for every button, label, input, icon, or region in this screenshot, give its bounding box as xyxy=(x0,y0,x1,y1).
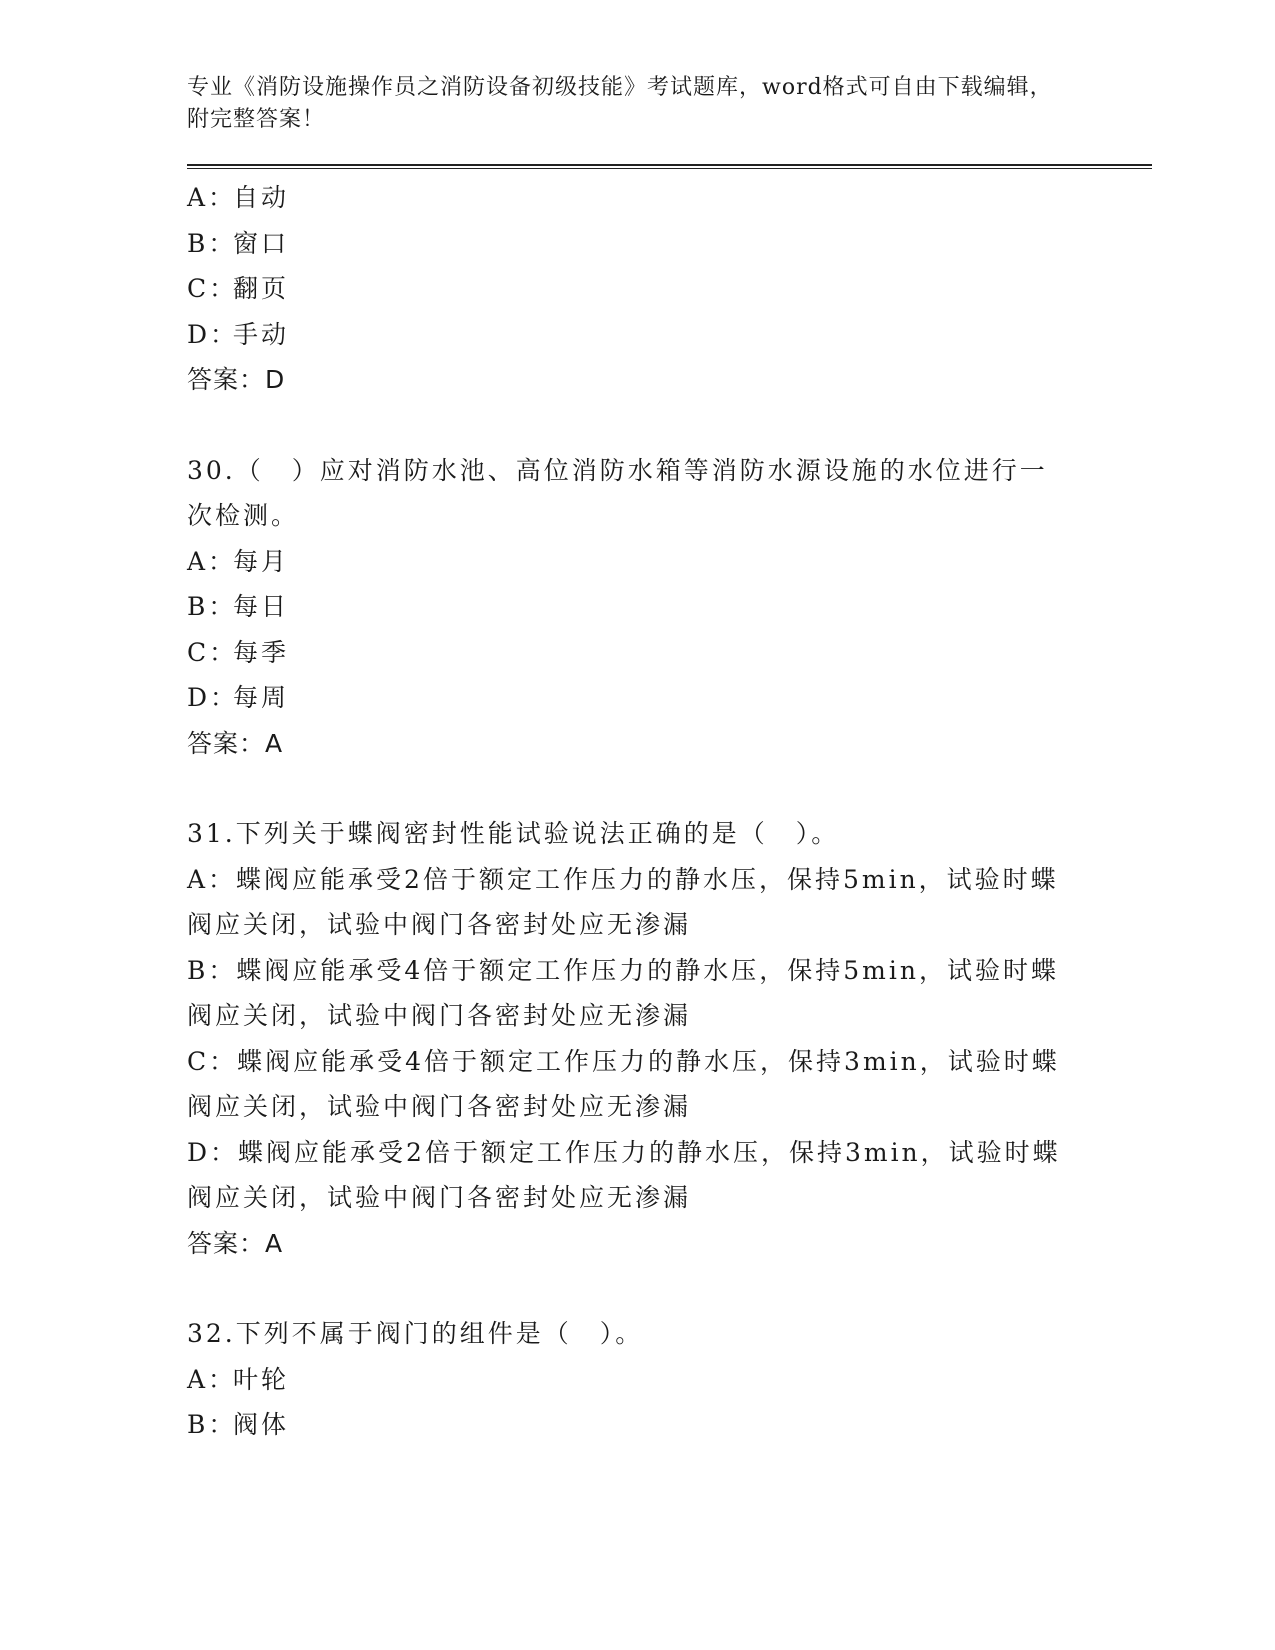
option-text: 每日 xyxy=(233,592,290,621)
question-30-stem-cont: 次检测。 xyxy=(187,501,300,530)
option-text: 每月 xyxy=(233,546,290,576)
header-rule xyxy=(187,164,1152,169)
option-d xyxy=(187,675,1087,721)
document-page xyxy=(187,72,1087,1448)
answer-line: 答案：A xyxy=(187,1228,284,1258)
answer-line: 答案：D xyxy=(187,365,286,394)
option-d-line2: 阀应关闭，试验中阀门各密封处应无渗漏 xyxy=(187,1183,692,1212)
option-c xyxy=(187,266,1087,312)
option-d xyxy=(187,312,1087,358)
option-a xyxy=(187,539,1087,585)
option-key: B： xyxy=(187,1410,237,1439)
option-text: 阀体 xyxy=(233,1410,290,1439)
option-b xyxy=(187,584,1087,630)
option-key: C： xyxy=(187,274,238,303)
option-text: 窗口 xyxy=(233,228,290,258)
option-key: A： xyxy=(187,546,237,576)
option-c-line2: 阀应关闭，试验中阀门各密封处应无渗漏 xyxy=(187,1092,692,1121)
option-key: A： xyxy=(187,183,237,212)
answer-line: 答案：A xyxy=(187,728,284,758)
option-text: 叶轮 xyxy=(233,1364,290,1394)
option-key: A： xyxy=(187,1364,237,1394)
option-b xyxy=(187,1402,1087,1448)
option-b-line2: 阀应关闭，试验中阀门各密封处应无渗漏 xyxy=(187,1001,692,1030)
option-c xyxy=(187,630,1087,676)
option-key: B： xyxy=(187,592,237,621)
option-a-line2: 阀应关闭，试验中阀门各密封处应无渗漏 xyxy=(187,910,692,939)
question-32-stem: 32.下列不属于阀门的组件是（ ）。 xyxy=(187,1319,644,1348)
option-a xyxy=(187,175,1087,221)
option-text: 手动 xyxy=(233,319,290,349)
option-text: 自动 xyxy=(233,183,290,212)
document-header: 专业《消防设施操作员之消防设备初级技能》考试题库，word格式可自由下载编辑，附完整答案！ xyxy=(187,75,1053,132)
option-b-line1: B：蝶阀应能承受4倍于额定工作压力的静水压，保持5min，试验时蝶 xyxy=(187,955,1059,985)
option-text: 每季 xyxy=(233,637,290,667)
document-body xyxy=(187,175,1087,1448)
option-a xyxy=(187,1357,1087,1403)
option-key: D： xyxy=(187,683,239,712)
option-key: D： xyxy=(187,319,239,349)
option-d-line1: D：蝶阀应能承受2倍于额定工作压力的静水压，保持3min，试验时蝶 xyxy=(187,1137,1061,1167)
option-text: 翻页 xyxy=(233,274,290,303)
option-b xyxy=(187,221,1087,267)
option-key: B： xyxy=(187,228,237,258)
question-30-stem: 30.（ ）应对消防水池、高位消防水箱等消防水源设施的水位进行一 xyxy=(187,455,1048,485)
option-c-line1: C：蝶阀应能承受4倍于额定工作压力的静水压，保持3min，试验时蝶 xyxy=(187,1046,1060,1076)
question-31-stem: 31.下列关于蝶阀密封性能试验说法正确的是（ ）。 xyxy=(187,819,840,848)
option-key: C： xyxy=(187,637,238,667)
option-text: 每周 xyxy=(233,683,290,712)
option-a-line1: A：蝶阀应能承受2倍于额定工作压力的静水压，保持5min，试验时蝶 xyxy=(187,864,1059,894)
